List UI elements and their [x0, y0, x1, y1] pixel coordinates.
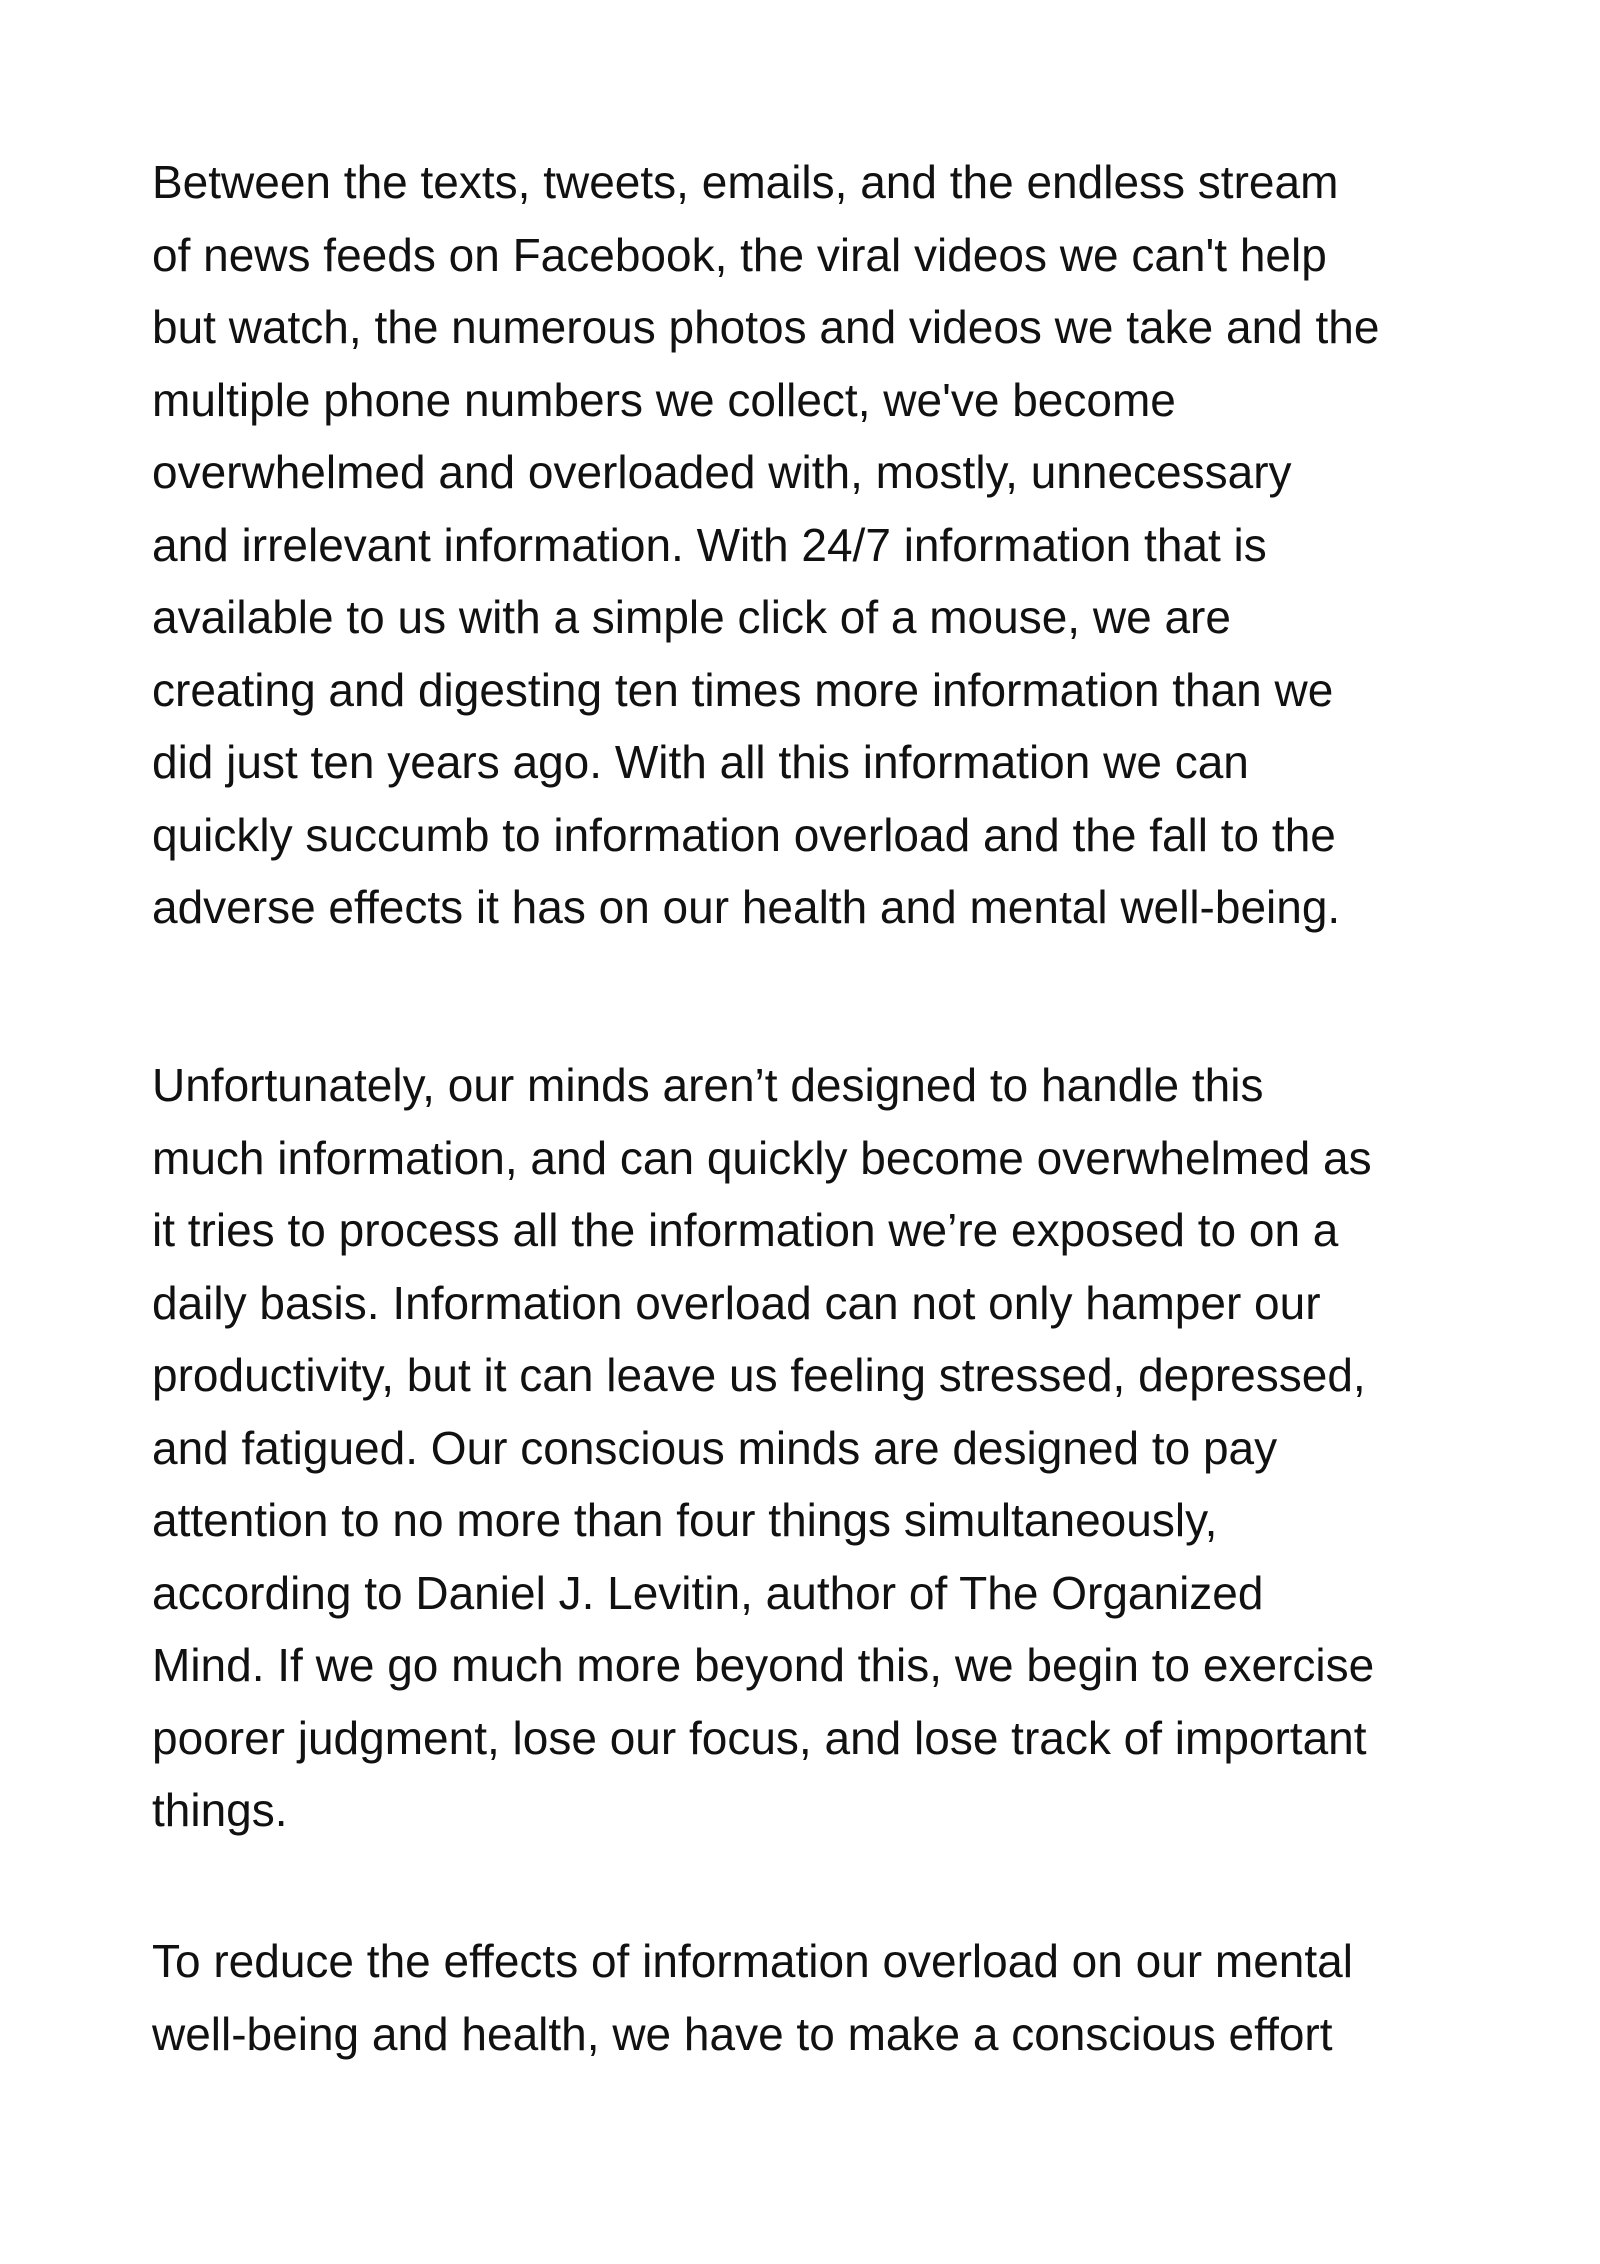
text-line: much information, and can quickly become overwhelmed as	[152, 1131, 1372, 1184]
text-line: did just ten years ago. With all this information we can	[152, 736, 1249, 788]
paragraph-1	[152, 146, 1472, 944]
text-line: Between the texts, tweets, emails, and the endless stream	[152, 156, 1339, 208]
text-line: but watch, the numerous photos and videos we take and the	[152, 301, 1380, 353]
text-line: quickly succumb to information overload and the fall to the	[152, 808, 1336, 861]
text-line: creating and digesting ten times more information than we	[152, 663, 1334, 716]
text-line: Unfortunately, our minds aren’t designed to handle this	[152, 1059, 1264, 1111]
text-line: To reduce the effects of information overload on our mental	[152, 1935, 1353, 1987]
text-line: adverse effects it has on our health and mental well-being.	[152, 881, 1341, 933]
text-line: productivity, but it can leave us feeling stressed, depressed,	[152, 1349, 1366, 1401]
text-line: available to us with a simple click of a mouse, we are	[152, 591, 1231, 643]
text-line: overwhelmed and overloaded with, mostly, unnecessary	[152, 446, 1292, 498]
text-line: it tries to process all the information we’re exposed to on a	[152, 1204, 1339, 1256]
text-line: daily basis. Information overload can not only hamper our	[152, 1276, 1321, 1329]
paragraph-2	[152, 1049, 1472, 1847]
text-line: things.	[152, 1784, 288, 1836]
text-line: of news feeds on Facebook, the viral videos we can't help	[152, 228, 1327, 281]
text-line: and fatigued. Our conscious minds are designed to pay	[152, 1421, 1278, 1474]
text-line: Mind. If we go much more beyond this, we begin to exercise	[152, 1639, 1375, 1691]
text-line: attention to no more than four things simultaneously,	[152, 1494, 1218, 1546]
text-line: poorer judgment, lose our focus, and lose track of important	[152, 1711, 1367, 1764]
paragraph-3	[152, 1925, 1472, 2070]
text-line: and irrelevant information. With 24/7 information that is	[152, 518, 1267, 571]
text-line: multiple phone numbers we collect, we've become	[152, 373, 1176, 426]
text-line: well-being and health, we have to make a conscious effort	[152, 2007, 1333, 2060]
text-line: according to Daniel J. Levitin, author of The Organized	[152, 1566, 1264, 1619]
